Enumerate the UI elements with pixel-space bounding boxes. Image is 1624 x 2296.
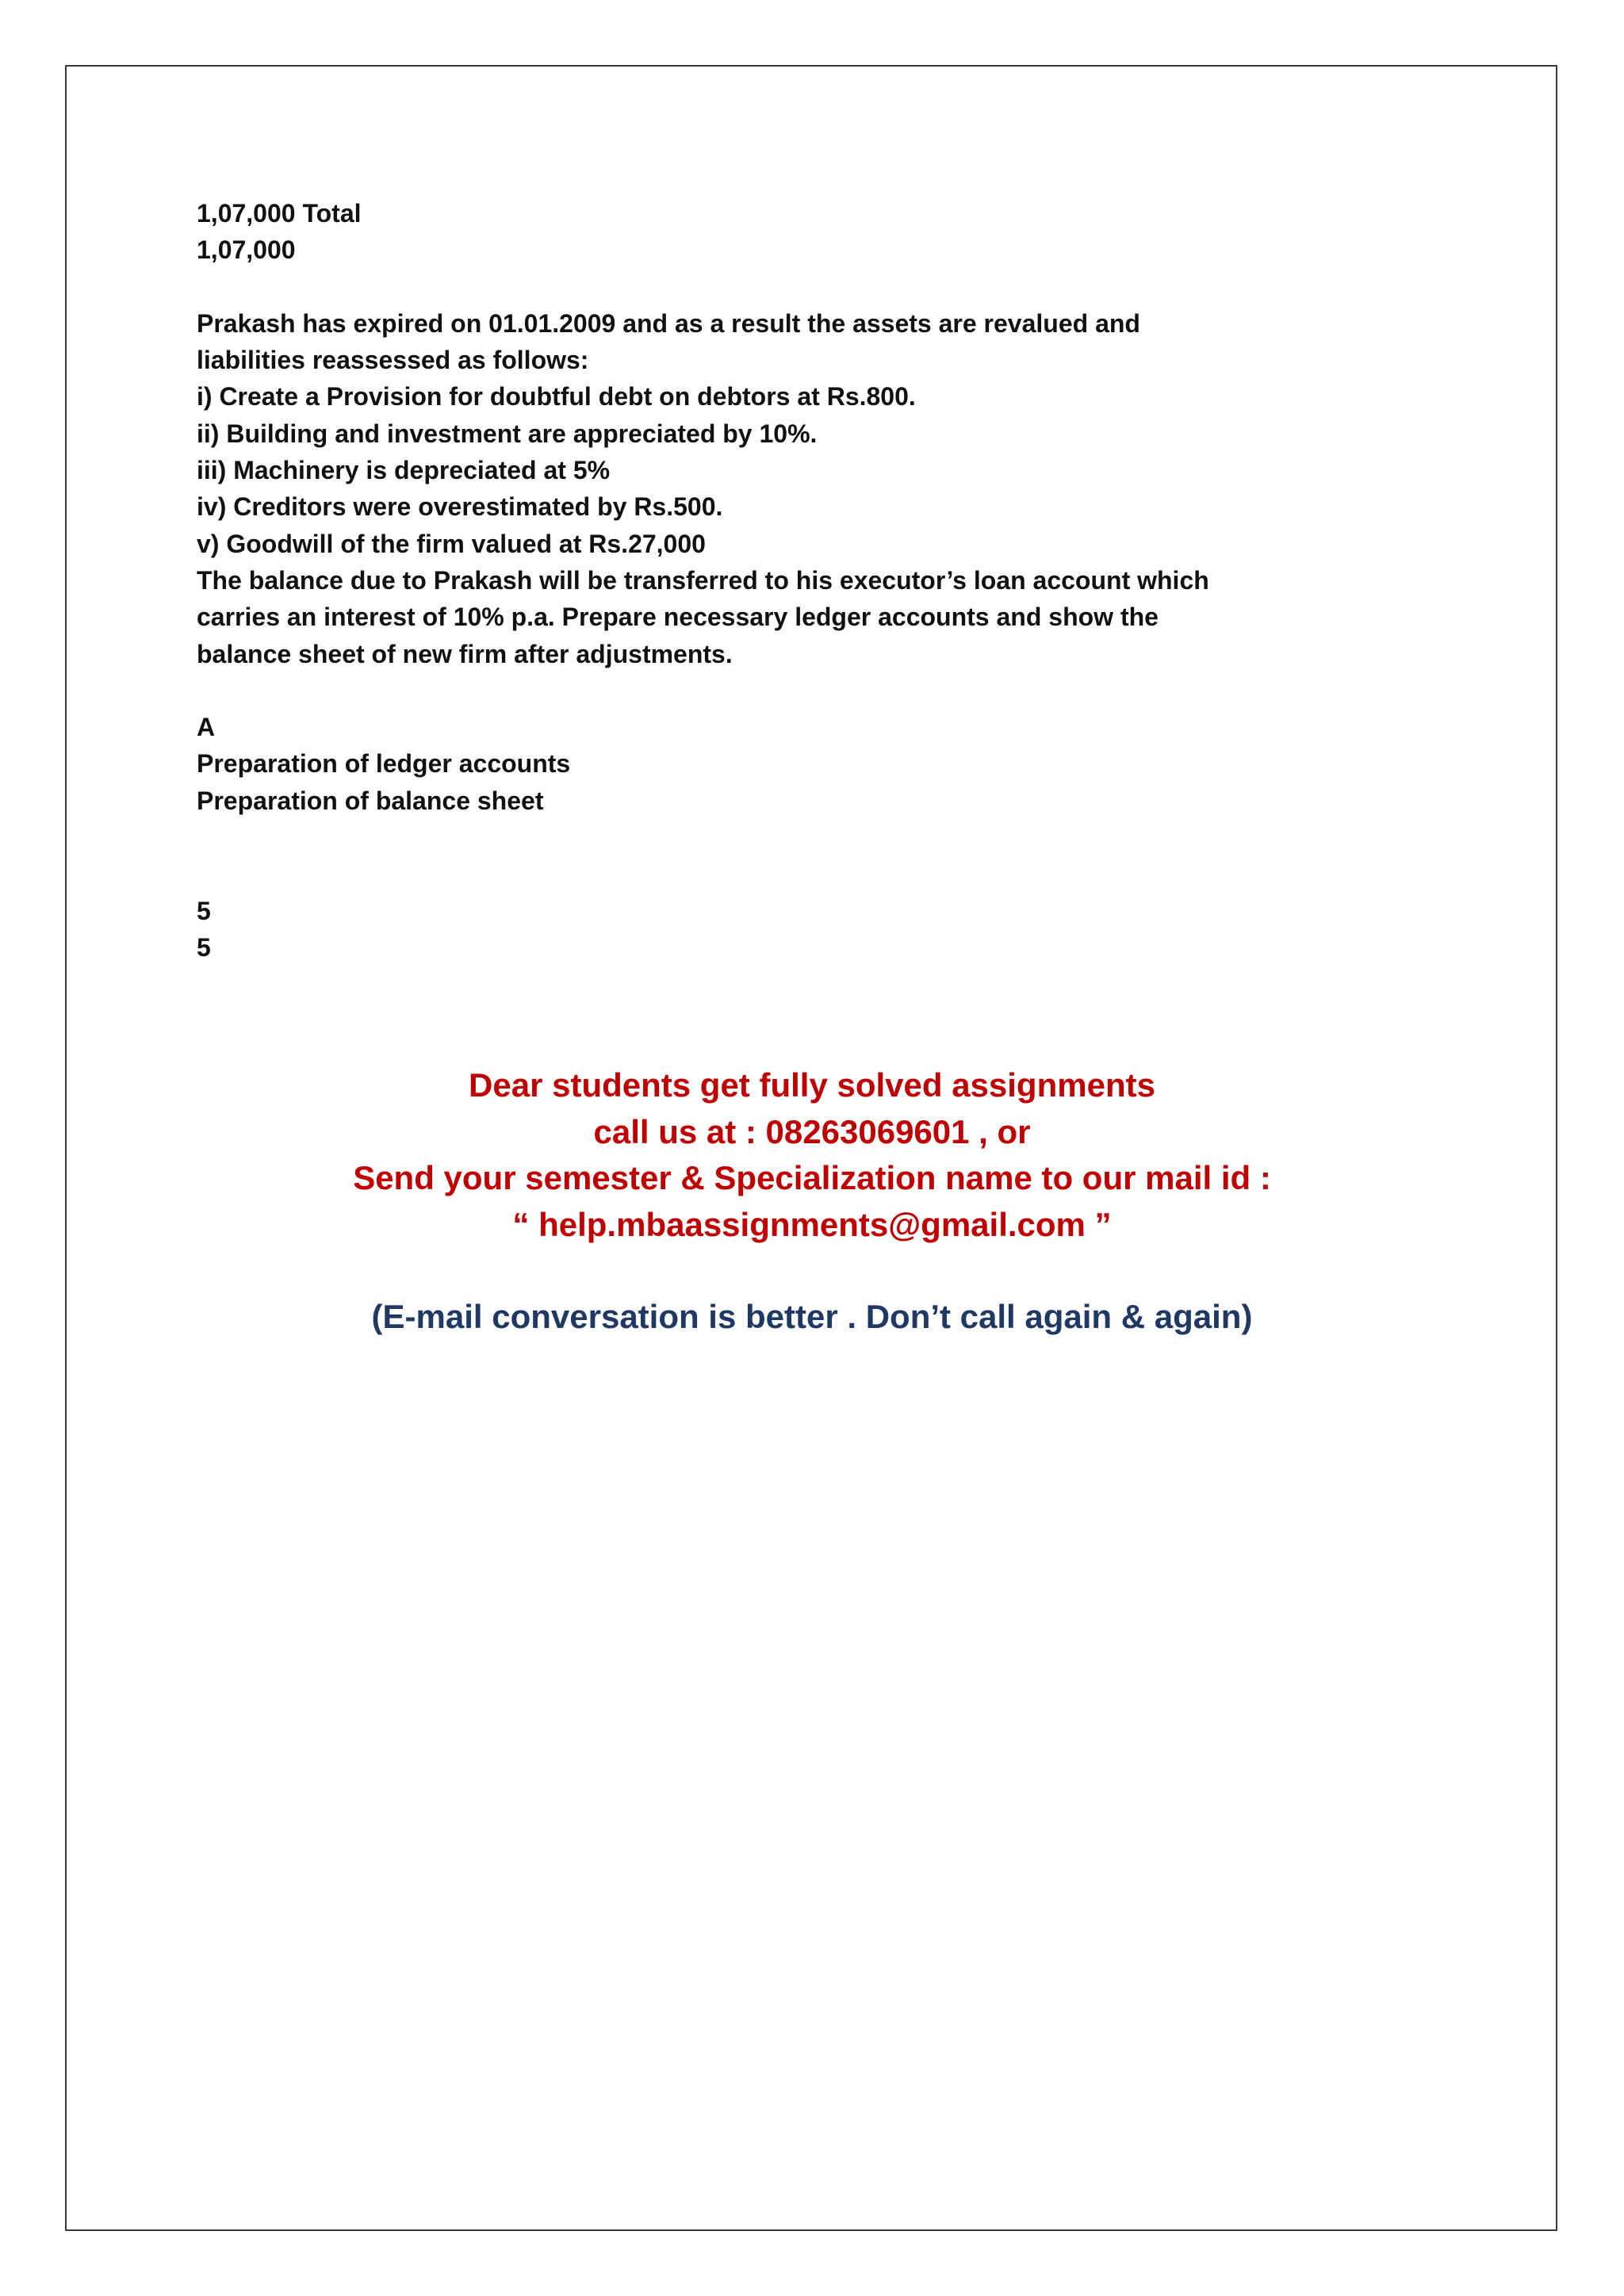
promo-email-line: “ help.mbaassignments@gmail.com ” bbox=[512, 1205, 1112, 1243]
blank-line bbox=[197, 269, 1465, 305]
question-line: balance sheet of new firm after adjustments. bbox=[197, 639, 733, 668]
question-line: ii) Building and investment are appreciated by 10%. bbox=[197, 419, 818, 448]
blank-line bbox=[197, 819, 1465, 855]
question-line: i) Create a Provision for doubtful debt on debtors at Rs.800. bbox=[197, 382, 916, 411]
blank-line bbox=[197, 672, 1465, 709]
promo-block bbox=[0, 1062, 1624, 1248]
criteria-item: Preparation of ledger accounts bbox=[197, 749, 571, 779]
question-line: carries an interest of 10% p.a. Prepare necessary ledger accounts and show the bbox=[197, 603, 1159, 632]
blank-line bbox=[197, 855, 1465, 892]
promo-phone-line: call us at : 08263069601 , or bbox=[593, 1112, 1031, 1150]
question-line: The balance due to Prakash will be transferred to his executor’s loan account which bbox=[197, 565, 1209, 595]
question-line: v) Goodwill of the firm valued at Rs.27,000 bbox=[197, 529, 706, 558]
total-line: 1,07,000 Total bbox=[197, 199, 362, 228]
marks-value: 5 bbox=[197, 896, 211, 925]
total-line: 1,07,000 bbox=[197, 235, 296, 265]
criteria-item: Preparation of balance sheet bbox=[197, 786, 544, 815]
question-line: iii) Machinery is depreciated at 5% bbox=[197, 456, 611, 485]
promo-line: Send your semester & Specialization name to our mail id : bbox=[353, 1159, 1271, 1196]
question-line: liabilities reassessed as follows: bbox=[197, 346, 589, 375]
question-line: iv) Creditors were overestimated by Rs.500. bbox=[197, 492, 723, 522]
marks-value: 5 bbox=[197, 932, 211, 962]
promo-note: (E-mail conversation is better . Don’t call again & again) bbox=[371, 1298, 1253, 1335]
criteria-label: A bbox=[197, 713, 216, 742]
question-line: Prakash has expired on 01.01.2009 and as a result the assets are revalued and bbox=[197, 308, 1140, 338]
document-body bbox=[197, 195, 1465, 966]
promo-line: Dear students get fully solved assignments bbox=[469, 1066, 1155, 1104]
